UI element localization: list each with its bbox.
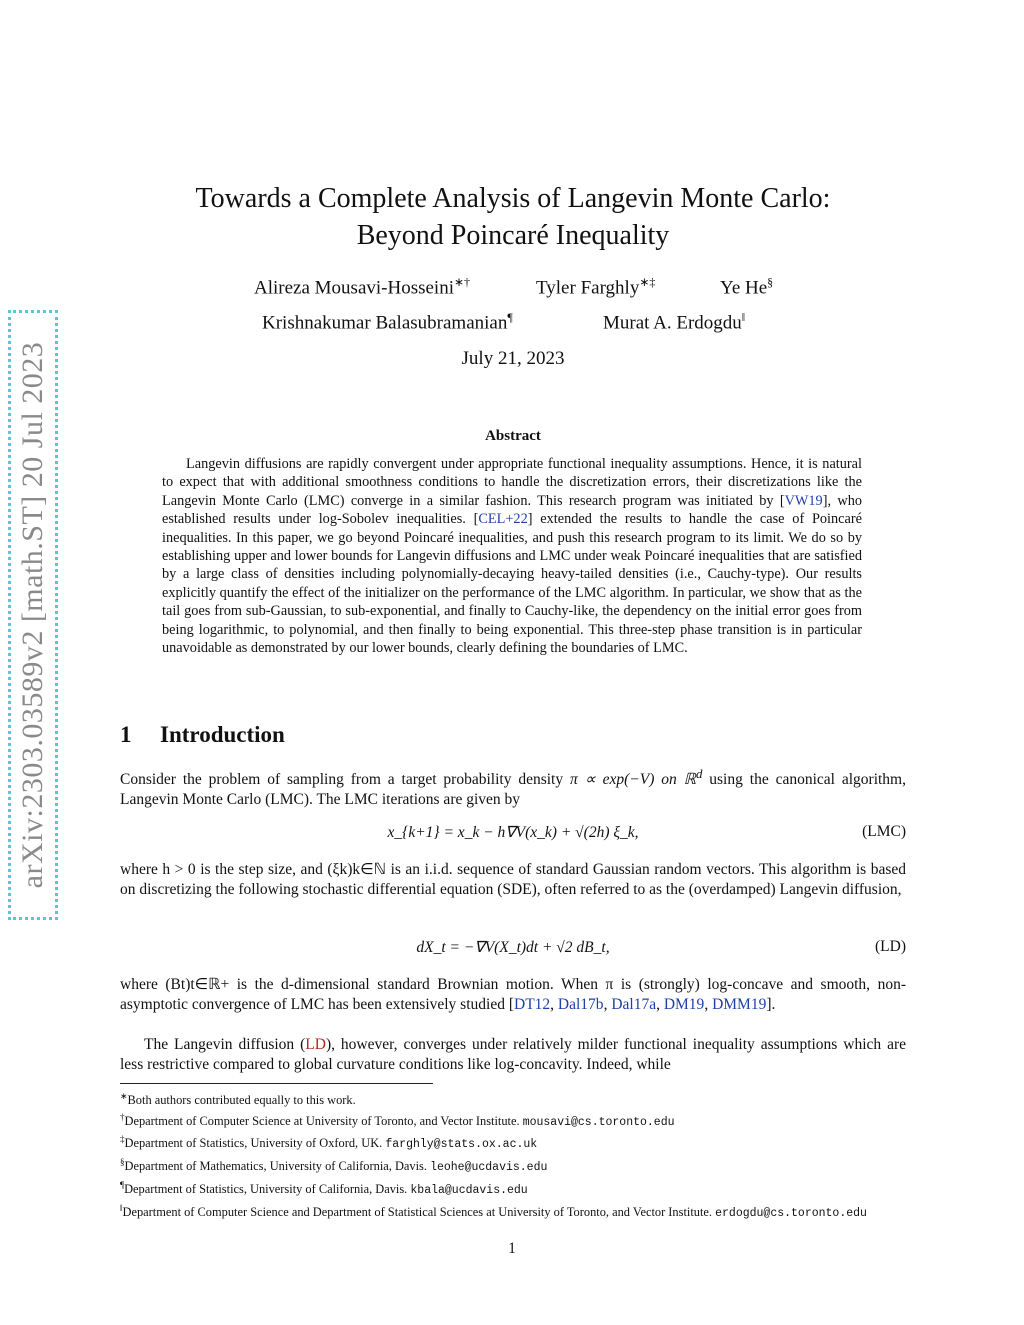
author-name: Murat A. Erdogdu xyxy=(603,312,742,334)
citation-link[interactable]: Dal17a xyxy=(611,996,657,1013)
author-marks: ∗‡ xyxy=(639,275,656,289)
intro-paragraph-4 xyxy=(120,1035,906,1075)
equation-body: x_{k+1} = x_k − h∇V(x_k) + √(2h) ξ_k, xyxy=(387,824,639,841)
author-name: Alireza Mousavi-Hosseini xyxy=(254,277,454,299)
paragraph-text: The Langevin diffusion ( xyxy=(144,1036,306,1053)
author-name: Tyler Farghly xyxy=(536,277,640,299)
footnote-text: Department of Computer Science and Department of Statistical Sciences at University of Toronto, and Vector Institute. xyxy=(122,1204,716,1219)
footnote-mark: ‡ xyxy=(120,1134,125,1145)
footnotes xyxy=(120,1088,906,1222)
equation-ld xyxy=(120,938,906,960)
footnote xyxy=(120,1154,906,1177)
intro-paragraph-2 xyxy=(120,860,906,900)
author-marks: ¶ xyxy=(507,310,513,324)
abstract-text: ] extended the results to handle the case of Poincaré inequalities. In this paper, we go beyond Poincaré inequalities, and push this research program to its limit. We do so by establishing upper and lower bounds for Langevin diffusions and LMC under weak Poincaré inequalities that are satisfied by a large class of densities including polynomially-decaying heavy-tailed densities (i.e., Cauchy-type). Our results explicitly quantify the effect of the initializer on the performance of the LMC algorithm. In particular, we show that as the tail goes from sub-Gaussian, to sub-exponential, and finally to Cauchy-like, the dependency on the initial error goes from being logarithmic, to polynomial, and then finally to being exponential. This three-step phase transition is in particular unavoidable as demonstrated by our lower bounds, clearly defining the boundaries of LMC. xyxy=(162,511,862,657)
inline-math: π ∝ exp(−V) on ℝ xyxy=(570,771,696,789)
inline-math-sup: d xyxy=(695,766,703,781)
footnote-mark: ‖ xyxy=(120,1202,123,1213)
equation-body: dX_t = −∇V(X_t)dt + √2 dB_t, xyxy=(416,939,610,956)
footnote-text: Department of Mathematics, University of California, Davis. xyxy=(124,1159,431,1174)
footnote xyxy=(120,1109,906,1132)
paper-title xyxy=(120,180,906,254)
abstract-text: ], who established results under log-Sobolev inequalities. [ xyxy=(162,492,862,528)
intro-paragraph-3: where (Bt)t∈ℝ+ is the d-dimensional standard Brownian motion. When π is (strongly) log-concave and smooth, non-asymptotic convergence of LMC has been extensively studied [DT12, Dal17b, Dal17a, DM19, DMM19]. xyxy=(120,976,906,1013)
citation-link[interactable]: DT12 xyxy=(514,996,551,1013)
paragraph-text: ]. xyxy=(766,996,776,1013)
author-2 xyxy=(536,275,655,299)
footnote-email[interactable]: farghly@stats.ox.ac.uk xyxy=(385,1138,538,1152)
equation-tag: (LMC) xyxy=(862,823,906,840)
paragraph-text: Consider the problem of sampling from a target probability density xyxy=(120,771,570,789)
intro-paragraph-1 xyxy=(120,764,906,810)
abstract-heading: Abstract xyxy=(485,428,541,444)
author-marks: § xyxy=(767,275,774,289)
abstract-body xyxy=(162,455,862,657)
footnote xyxy=(120,1177,906,1200)
footnote-email[interactable]: kbala@ucdavis.edu xyxy=(410,1184,528,1197)
citation-link[interactable]: VW19 xyxy=(784,492,823,509)
author-1 xyxy=(254,275,470,299)
author-name: Krishnakumar Balasubramanian xyxy=(262,312,508,334)
paragraph-text: where h > 0 is the step size, and (ξk)k∈ℕ is an i.i.d. sequence of standard Gaussian random vectors. This algorithm is based on discretizing the following stochastic differential equation (SDE), often referred to as the (overdamped) Langevin diffusion, xyxy=(120,861,906,898)
citation-link[interactable]: Dal17b xyxy=(557,996,604,1013)
author-marks: ∗† xyxy=(453,275,471,289)
footnote xyxy=(120,1088,906,1109)
equation-reference-link[interactable]: LD xyxy=(305,1036,326,1053)
publication-date: July 21, 2023 xyxy=(461,348,565,369)
author-5 xyxy=(603,310,745,334)
footnote-text: Department of Statistics, University of Oxford, UK. xyxy=(124,1136,386,1151)
equation-tag: (LD) xyxy=(875,938,906,955)
footnote-mark: ∗ xyxy=(120,1091,128,1101)
arxiv-identifier[interactable]: arXiv:2303.03589v2 [math.ST] 20 Jul 2023 xyxy=(16,341,49,889)
author-marks: ‖ xyxy=(741,310,746,324)
citation-link[interactable]: CEL+22 xyxy=(478,511,528,528)
footnote xyxy=(120,1131,906,1154)
page-number: 1 xyxy=(508,1240,516,1257)
citation-link[interactable]: DMM19 xyxy=(712,996,767,1013)
footnote-mark: ¶ xyxy=(120,1179,125,1190)
title-line-2: Beyond Poincaré Inequality xyxy=(356,220,670,251)
section-heading xyxy=(120,722,285,748)
author-name: Ye He xyxy=(720,277,768,299)
footnote-email[interactable]: leohe@ucdavis.edu xyxy=(430,1161,548,1175)
title-line-1: Towards a Complete Analysis of Langevin Monte Carlo: xyxy=(195,183,831,214)
abstract-text: Langevin diffusions are rapidly convergent under appropriate functional inequality assumptions. Hence, it is natural to expect that with additional smoothness conditions to handle the discretization errors, their discretizations like the Langevin Monte Carlo (LMC) converge in a similar fashion. This research program was initiated by [ xyxy=(162,456,862,509)
footnote-text: Both authors contributed equally to this work. xyxy=(127,1093,356,1108)
footnote-divider xyxy=(120,1083,433,1084)
section-number: 1 xyxy=(120,722,132,747)
paragraph-text: ), however, converges under relatively milder functional inequality assumptions which are less restrictive compared to global curvature conditions like log-concavity. Indeed, while xyxy=(120,1036,907,1073)
footnote-email[interactable]: erdogdu@cs.toronto.edu xyxy=(715,1206,867,1220)
footnote-mark: § xyxy=(120,1157,125,1168)
author-4 xyxy=(262,310,513,334)
footnote xyxy=(120,1200,906,1223)
paragraph-text: using the canonical algorithm, Langevin Monte Carlo (LMC). The LMC iterations are given by xyxy=(120,771,906,809)
paragraph-text: where (Bt)t∈ℝ+ is the d-dimensional standard Brownian motion. When π is (strongly) log-concave and smooth, non-asymptotic convergence of LMC has been extensively studied [ xyxy=(120,976,906,1013)
footnote-text: Department of Computer Science at University of Toronto, and Vector Institute. xyxy=(124,1113,523,1128)
footnote-email[interactable]: mousavi@cs.toronto.edu xyxy=(522,1115,675,1129)
author-3 xyxy=(720,275,773,299)
equation-lmc xyxy=(120,823,906,845)
citation-link[interactable]: DM19 xyxy=(663,996,705,1013)
footnote-mark: † xyxy=(120,1111,125,1122)
footnote-text: Department of Statistics, University of California, Davis. xyxy=(124,1182,411,1196)
section-title: Introduction xyxy=(160,722,285,747)
